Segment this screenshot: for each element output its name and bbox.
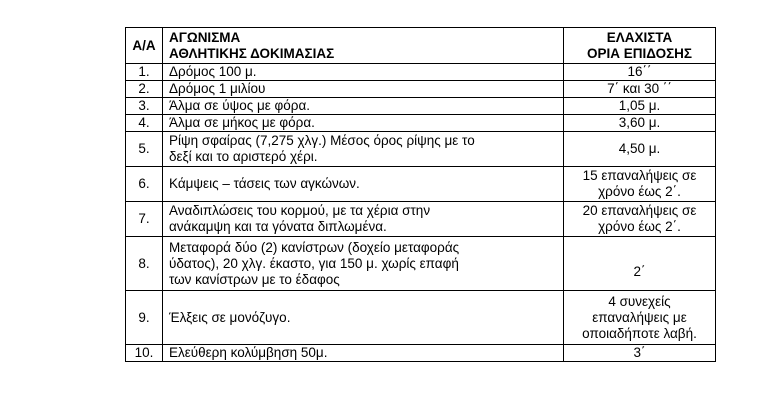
row-event <box>163 167 564 202</box>
row-number: 2. <box>126 81 163 98</box>
table-row <box>126 291 716 345</box>
row-limit <box>564 291 716 345</box>
document-page <box>125 27 716 362</box>
event-line: Μεταφορά δύο (2) κανίστρων (δοχείο μεταφοράς <box>169 239 460 255</box>
row-limit <box>564 132 716 167</box>
event-line: Άλμα σε μήκος με φόρα. <box>169 115 315 130</box>
limit-line: 7΄ και 30 ΄΄ <box>607 81 672 96</box>
row-limit <box>564 98 716 115</box>
limit-line: 3΄ <box>633 345 646 360</box>
row-number: 10. <box>126 345 163 362</box>
row-limit <box>564 115 716 132</box>
row-event <box>163 237 564 291</box>
limit-line <box>568 248 711 264</box>
row-number: 7. <box>126 202 163 237</box>
event-line: ανάκαμψη και τα γόνατα διπλωμένα. <box>169 219 387 234</box>
event-line: Έλξεις σε μονόζυγο. <box>169 309 291 325</box>
header-event-line2: ΑΘΛΗΤΙΚΗΣ ΔΟΚΙΜΑΣΙΑΣ <box>169 45 335 61</box>
event-line: των κανίστρων με το έδαφος <box>169 271 340 287</box>
limit-line: χρόνο έως 2΄. <box>598 219 681 234</box>
row-number: 9. <box>126 291 163 345</box>
table-row <box>126 345 716 362</box>
row-limit <box>564 237 716 291</box>
row-limit <box>564 202 716 237</box>
event-line: Κάμψεις – τάσεις των αγκώνων. <box>169 176 360 191</box>
row-event <box>163 291 564 345</box>
row-event <box>163 132 564 167</box>
header-limit <box>564 28 716 64</box>
performance-limits-table <box>125 27 716 362</box>
row-event <box>163 64 564 81</box>
table-row <box>126 64 716 81</box>
event-line: Δρόμος 1 μιλίου <box>169 81 266 96</box>
limit-line: 16΄΄ <box>627 64 652 79</box>
limit-line: 2΄ <box>633 263 646 279</box>
row-event <box>163 202 564 237</box>
table-row <box>126 167 716 202</box>
table-header-row <box>126 28 716 64</box>
header-limit-line2: ΟΡΙΑ ΕΠΙΔΟΣΗΣ <box>586 45 693 61</box>
row-event <box>163 81 564 98</box>
limit-line: 3,60 μ. <box>618 115 661 130</box>
row-event <box>163 98 564 115</box>
event-line: Δρόμος 100 μ. <box>169 64 257 79</box>
table-row <box>126 237 716 291</box>
row-limit <box>564 167 716 202</box>
limit-line: 4,50 μ. <box>618 141 661 156</box>
event-line: Αναδιπλώσεις του κορμού, με τα χέρια στην <box>169 203 431 218</box>
header-number: Α/Α <box>126 28 163 64</box>
row-number: 6. <box>126 167 163 202</box>
event-line: ύδατος), 20 χλγ. έκαστο, για 150 μ. χωρίς επαφή <box>169 255 459 271</box>
event-line: Ελεύθερη κολύμβηση 50μ. <box>169 345 328 360</box>
row-limit <box>564 81 716 98</box>
limit-line: επαναλήψεις με <box>592 309 687 325</box>
row-number: 5. <box>126 132 163 167</box>
table-row <box>126 98 716 115</box>
event-line: Άλμα σε ύψος με φόρα. <box>169 98 311 113</box>
row-number: 3. <box>126 98 163 115</box>
table-row <box>126 81 716 98</box>
table-row <box>126 132 716 167</box>
row-number: 8. <box>126 237 163 291</box>
header-limit-line1: ΕΛΑΧΙΣΤΑ <box>606 29 673 45</box>
limit-line: 15 επαναλήψεις σε <box>582 168 697 183</box>
row-number: 1. <box>126 64 163 81</box>
table-row <box>126 115 716 132</box>
header-event <box>163 28 564 64</box>
header-event-line1: ΑΓΩΝΙΣΜΑ <box>169 29 241 45</box>
limit-line: χρόνο έως 2΄. <box>598 184 681 199</box>
row-event <box>163 115 564 132</box>
limit-line: 1,05 μ. <box>618 98 661 113</box>
row-number: 4. <box>126 115 163 132</box>
event-line: δεξί και το αριστερό χέρι. <box>169 149 318 164</box>
limit-line: οποιαδήποτε λαβή. <box>582 325 697 341</box>
table-body <box>126 64 716 362</box>
row-limit <box>564 345 716 362</box>
row-event <box>163 345 564 362</box>
table-row <box>126 202 716 237</box>
event-line: Ρίψη σφαίρας (7,275 χλγ.) Μέσος όρος ρίψης με το <box>169 133 475 148</box>
limit-line: 4 συνεχείς <box>608 293 671 309</box>
row-limit <box>564 64 716 81</box>
limit-line: 20 επαναλήψεις σε <box>582 203 697 218</box>
